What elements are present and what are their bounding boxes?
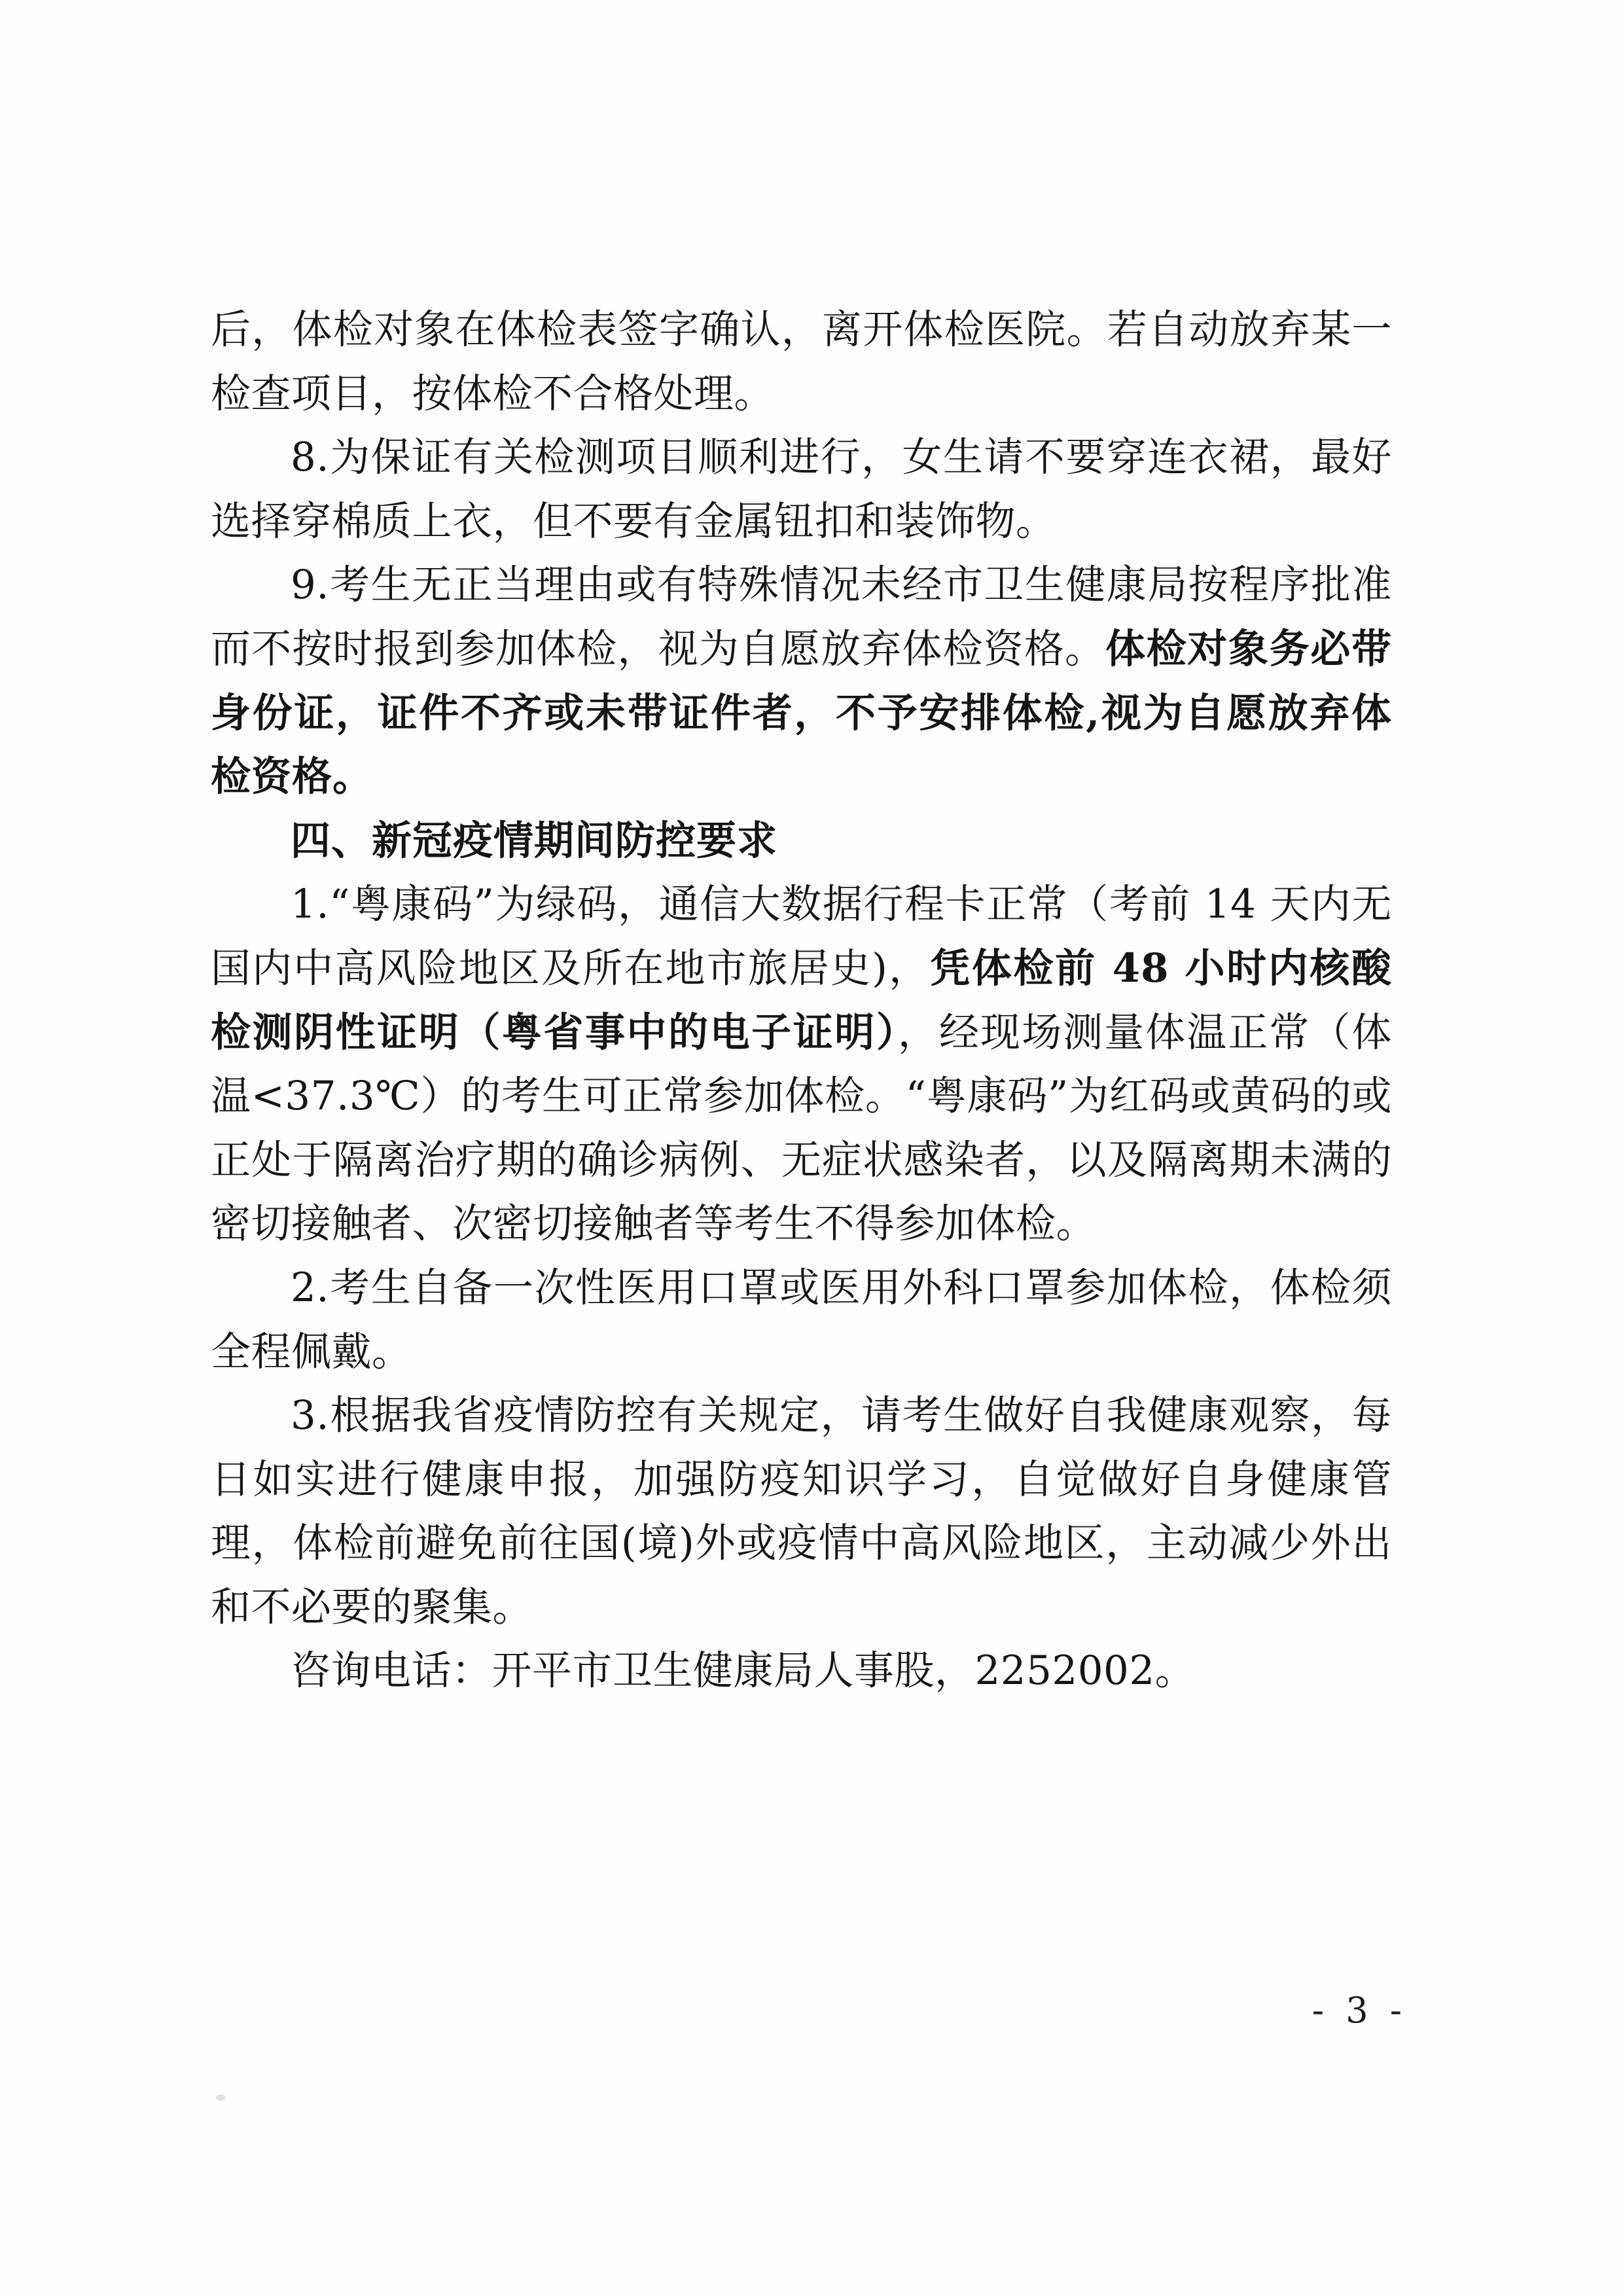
paragraph-item-8 xyxy=(211,425,1392,553)
paragraph-text: 1.“粤康码”为绿码，通信大数据行程卡正常（考前 14 天内无国内中高风险地区及所在地市旅居史)， xyxy=(211,881,1392,992)
document-body xyxy=(211,298,1392,1703)
paragraph-text-bold: 凭体检前 48 小时内核酸检测阴性证明（粤省事中的电子证明） xyxy=(211,944,1392,1056)
paragraph-text: 9.考生无正当理由或有特殊情况未经市卫生健康局按程序批准而不按时报到参加体检，视为自愿放弃体检资格。 xyxy=(211,562,1392,672)
paragraph-text-bold: 体检对象务必带身份证，证件不齐或未带证件者，不予安排体检,视为自愿放弃体检资格。 xyxy=(211,625,1392,800)
paragraph-contact xyxy=(211,1639,1392,1703)
paragraph-covid-3 xyxy=(211,1384,1392,1639)
paragraph-continued xyxy=(211,298,1392,425)
heading-section-four xyxy=(211,809,1392,873)
page-number: - 3 - xyxy=(1311,1990,1407,2031)
heading-text: 四、新冠疫情期间防控要求 xyxy=(291,817,778,864)
paragraph-covid-1 xyxy=(211,872,1392,1256)
paragraph-covid-2 xyxy=(211,1256,1392,1384)
paragraph-text: 咨询电话：开平市卫生健康局人事股，2252002。 xyxy=(291,1647,1196,1695)
paragraph-text: 8.为保证有关检测项目顺利进行，女生请不要穿连衣裙，最好选择穿棉质上衣，但不要有金属钮扣和装饰物。 xyxy=(211,434,1392,545)
paragraph-item-9 xyxy=(211,553,1392,808)
paper-smudge-mark xyxy=(216,2094,225,2101)
paragraph-text-tail: ，经现场测量体温正常（体温<37.3℃）的考生可正常参加体检。“粤康码”为红码或黄码的或正处于隔离治疗期的确诊病例、无症状感染者，以及隔离期未满的密切接触者、次密切接触者等考生不得参加体检。 xyxy=(211,1009,1392,1247)
paragraph-text: 后，体检对象在体检表签字确认，离开体检医院。若自动放弃某一检查项目，按体检不合格处理。 xyxy=(211,306,1392,417)
paragraph-text: 3.根据我省疫情防控有关规定，请考生做好自我健康观察，每日如实进行健康申报，加强防疫知识学习，自觉做好自身健康管理，体检前避免前往国(境)外或疫情中高风险地区，主动减少外出和不必要的聚集。 xyxy=(211,1392,1392,1630)
paragraph-text: 2.考生自备一次性医用口罩或医用外科口罩参加体检，体检须全程佩戴。 xyxy=(211,1264,1392,1375)
